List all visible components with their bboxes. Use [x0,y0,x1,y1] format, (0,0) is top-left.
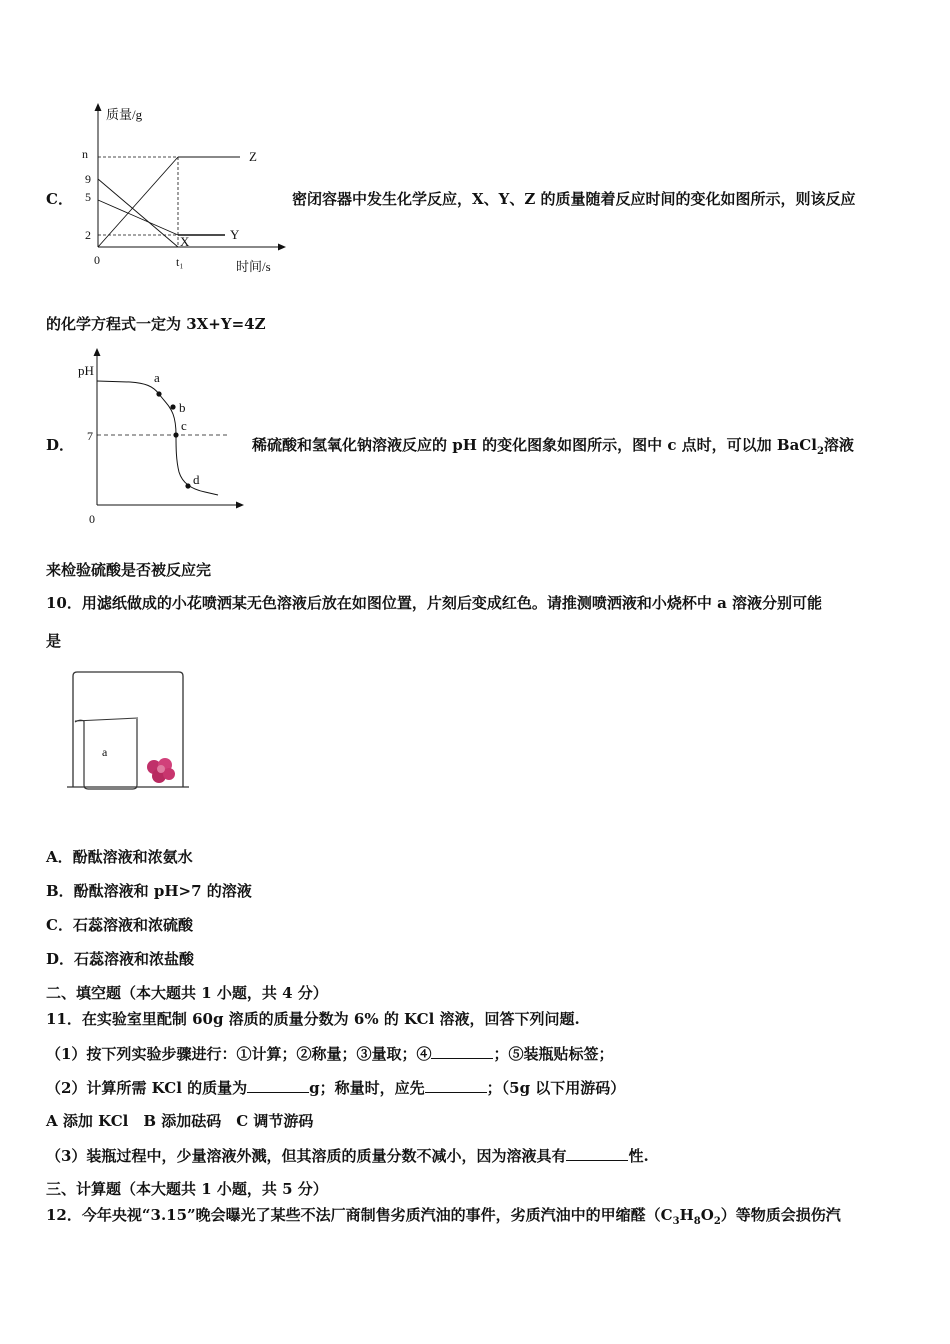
point-d [185,483,190,488]
option-d-text [252,435,854,455]
q11-part2-c: ；（5g 以下用游码） [486,1079,626,1097]
q11-part1-a: （1）按下列实验步骤进行：①计算；②称量；③量取；④ [46,1045,432,1063]
x-axis-arrow [278,244,286,251]
y-axis-label: 质量/g [106,107,143,122]
line-y [98,200,178,235]
q12-stem-b: ）等物质会损伤汽 [720,1206,841,1224]
mass-time-graph [80,95,300,285]
tick-5: 5 [85,190,91,204]
q10-option-a[interactable]: A．酚酞溶液和浓氨水 [46,848,193,866]
tick-7: 7 [87,429,93,443]
option-d-sub: 2 [816,446,824,457]
formula-sub-h: 8 [693,1216,701,1227]
q11-part3-a: （3）装瓶过程中，少量溶液外溅，但其溶质的质量分数不减小，因为溶液具有 [46,1147,567,1165]
label-a: a [154,370,160,385]
bell-jar-figure [62,665,197,795]
section2-heading: 二、填空题（本大题共 1 小题，共 4 分） [46,984,328,1002]
q11-part2-a: （2）计算所需 KCl 的质量为 [46,1079,248,1097]
q11-part2 [46,1077,625,1098]
beaker-top [75,718,138,721]
formula-sub-o: 2 [713,1216,721,1227]
q11-stem: 11．在实验室里配制 60g 溶质的质量分数为 6% 的 KCl 溶液，回答下列问题. [46,1010,580,1028]
label-b: b [179,400,186,415]
blank-1[interactable] [431,1043,493,1059]
tick-t1: t₁ [176,255,184,269]
line-x [98,179,178,247]
paper-flower-icon [147,758,175,783]
q11-part2-b: g；称量时，应先 [309,1079,425,1097]
beaker-label: a [102,745,108,759]
option-c-text-cont: 的化学方程式一定为 3X+Y=4Z [46,315,266,333]
origin-label: 0 [94,253,100,267]
label-c: c [181,418,187,433]
q10-stem: 10．用滤纸做成的小花喷洒某无色溶液后放在如图位置，片刻后变成红色。请推测喷洒液和小烧杯中 a 溶液分别可能 [46,594,823,612]
option-c-text: 密闭容器中发生化学反应，X、Y、Z 的质量随着反应时间的变化如图所示，则该反应 [292,190,856,208]
q11-part3-b: 性. [628,1147,649,1165]
q12-stem-a: 12．今年央视“3.15”晚会曝光了某些不法厂商制售劣质汽油的事件，劣质汽油中的甲缩醛（C [46,1206,673,1224]
q11-part3 [46,1145,649,1166]
q12-stem [46,1205,841,1225]
option-c-label: C． [46,190,73,208]
q11-choices: A 添加 KCl B 添加砝码 C 调节游码 [46,1112,314,1130]
label-z: Z [249,149,257,164]
option-d-text-a: 稀硫酸和氢氧化钠溶液反应的 pH 的变化图象如图所示，图中 c 点时，可以加 BaCl [252,436,817,454]
tick-9: 9 [85,172,91,186]
y-axis-arrow [95,103,102,111]
label-d: d [193,472,200,487]
blank-3[interactable] [425,1077,487,1093]
origin-label: 0 [89,512,95,526]
label-x: X [180,234,190,249]
q10-option-b[interactable]: B．酚酞溶液和 pH>7 的溶液 [46,882,252,900]
x-axis-arrow [236,502,244,509]
y-axis-label: pH [78,363,94,378]
point-a [156,391,161,396]
ph-curve-graph [75,342,255,527]
option-d-label: D． [46,436,75,454]
q10-stem-cont: 是 [46,632,62,650]
label-y: Y [230,227,240,242]
tick-2: 2 [85,228,91,242]
q11-part1 [46,1043,613,1064]
point-b [170,404,175,409]
section3-heading: 三、计算题（本大题共 1 小题，共 5 分） [46,1180,328,1198]
line-z-rise [98,157,178,247]
blank-2[interactable] [247,1077,309,1093]
option-d-text-b: 溶液 [823,436,854,454]
point-c [173,432,178,437]
q10-option-d[interactable]: D．石蕊溶液和浓盐酸 [46,950,195,968]
q11-part1-b: ；⑤装瓶贴标签； [493,1045,614,1063]
formula-h: H [679,1206,694,1224]
tick-n: n [82,147,88,161]
x-axis-label: 时间/s [236,259,271,274]
formula-o: O [700,1206,714,1224]
blank-4[interactable] [566,1145,628,1161]
q10-option-c[interactable]: C．石蕊溶液和浓硫酸 [46,916,193,934]
ph-curve [97,381,218,495]
option-d-text-cont: 来检验硫酸是否被反应完 [46,561,212,579]
formula-sub-c: 3 [672,1216,680,1227]
y-axis-arrow [94,348,101,356]
